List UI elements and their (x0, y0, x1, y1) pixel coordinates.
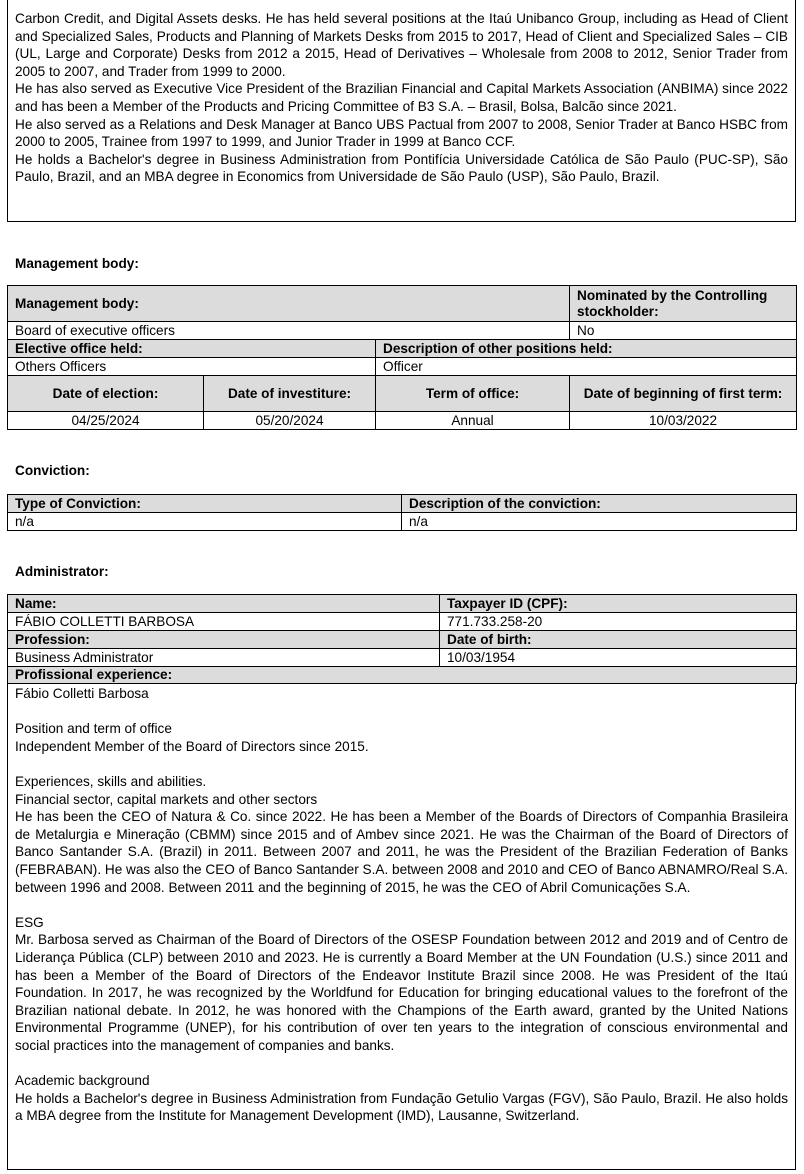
bio-paragraph: He has also served as Executive Vice President of the Brazilian Financial and Capital Markets Association (ANBIMA) since 2022 and has been a Member of the Products and Pricing Committee of B3 S.A. – Brasil, Bolsa, Balcão since 2021. (15, 81, 788, 114)
date-election-label: Date of election: (8, 376, 204, 412)
prior-bio-box (7, 0, 796, 222)
academic-title: Academic background (15, 1073, 150, 1089)
esg-title: ESG (15, 914, 44, 930)
management-body-label: Management body: (8, 286, 570, 322)
experience-name: Fábio Colletti Barbosa (15, 686, 149, 701)
date-investiture-label: Date of investiture: (204, 376, 376, 412)
position-text: Independent Member of the Board of Directors since 2015. (15, 738, 369, 754)
dob-label: Date of birth: (440, 631, 797, 649)
first-term-value: 10/03/2022 (570, 412, 797, 430)
date-election-value: 04/25/2024 (8, 412, 204, 430)
academic-text: He holds a Bachelor's degree in Business Administration from Fundação Getulio Vargas (FGV), São Paulo, Brazil. He also holds a MBA degree from the Institute for Management Development (IMD), Lausanne, Switzerland. (15, 1090, 788, 1124)
sectors-text: Financial sector, capital markets and other sectors (15, 791, 318, 807)
profession-label: Profession: (8, 631, 440, 649)
profession-value: Business Administrator (8, 649, 440, 667)
conviction-type-value: n/a (8, 513, 402, 531)
management-body-value: Board of executive officers (8, 322, 570, 340)
bio-paragraph: He holds a Bachelor's degree in Business Administration from Pontifícia Universidade Católica de São Paulo (PUC-SP), São Paulo, Brazil, and an MBA degree in Economics from Universidade de São Paulo (USP), São Paulo, Brazil. (15, 151, 788, 185)
name-value: FÁBIO COLLETTI BARBOSA (8, 613, 440, 631)
bio-paragraph: He also served as a Relations and Desk Manager at Banco UBS Pactual from 2007 to 2008, Senior Trader at Banco HSBC from 2000 to 2005, Trainee from 1997 to 1999, and Junior Trader in 1999 at Banco CCF. (15, 116, 788, 150)
experience-label: Profissional experience: (8, 667, 797, 684)
dob-value: 10/03/1954 (440, 649, 797, 667)
elective-office-value: Others Officers (8, 358, 376, 376)
management-section-title: Management body: (15, 256, 139, 271)
conviction-table (7, 494, 797, 531)
conviction-description-value: n/a (402, 513, 797, 531)
skills-title: Experiences, skills and abilities. (15, 773, 207, 789)
conviction-type-label: Type of Conviction: (8, 495, 402, 513)
nominated-label: Nominated by the Controlling stockholder: (570, 286, 797, 322)
conviction-description-label: Description of the conviction: (402, 495, 797, 513)
other-positions-label: Description of other positions held: (376, 340, 797, 358)
management-table (7, 285, 797, 430)
esg-text: Mr. Barbosa served as Chairman of the Board of Directors of the OSESP Foundation between 2012 and 2019 and of Centro de Liderança Pública (CLP) between 2010 and 2023. He is currently a Board Member at the UN Foundation (U.S.) since 2011 and has been a Member of the Board of Directors of the Endeavor Institute Brazil since 2008. He was President of the Itaú Foundation. In 2017, he was recognized by the Worldfund for Education for bringing educational values to the forefront of the Brazilian national debate. In 2012, he was honored with the Champions of the Earth award, granted by the United Nations Environmental Programme (UNEP), for his contribution of over ten years to the integration of conscious environmental and social practices into the management of companies and banks. (15, 932, 788, 1053)
administrator-table (7, 594, 797, 684)
administrator-section-title: Administrator: (15, 564, 109, 579)
bio-paragraph: Carbon Credit, and Digital Assets desks. He has held several positions at the Itaú Unibanco Group, including as Head of Client and Specialized Sales, Products and Planning of Markets Desks from 2015 to 2017, Head of Client and Specialized Sales – CIB (UL, Large and Corporate) Desks from 2012 a 2015, Head of Derivatives – Wholesale from 2008 to 2012, Senior Trader from 2005 to 2007, and Trader from 1999 to 2000. (15, 11, 788, 79)
taxpayer-label: Taxpayer ID (CPF): (440, 595, 797, 613)
term-value: Annual (376, 412, 570, 430)
nominated-value: No (570, 322, 797, 340)
name-label: Name: (8, 595, 440, 613)
first-term-label: Date of beginning of first term: (570, 376, 797, 412)
taxpayer-value: 771.733.258-20 (440, 613, 797, 631)
conviction-section-title: Conviction: (15, 463, 90, 478)
term-label: Term of office: (376, 376, 570, 412)
other-positions-value: Officer (376, 358, 797, 376)
date-investiture-value: 05/20/2024 (204, 412, 376, 430)
career-text: He has been the CEO of Natura & Co. since 2022. He has been a Member of the Boards of Directors of Companhia Brasileira de Metalurgia e Mineração (CBMM) since 2015 and of Ambev since 2021. He was the Chairman of the Board of Directors of Banco Santander S.A. (Brazil) in 2011. Between 2007 and 2011, he was the President of the Brazilian Federation of Banks (FEBRABAN). He was also the CEO of Banco Santander S.A. between 2008 and 2010 and CEO of Banco ABNAMRO/Real S.A. between 1996 and 2008. Between 2011 and the beginning of 2015, he was the CEO of Abril Comunicações S.A. (15, 809, 788, 895)
position-title: Position and term of office (15, 721, 172, 737)
experience-box (7, 684, 796, 1170)
elective-office-label: Elective office held: (8, 340, 376, 358)
